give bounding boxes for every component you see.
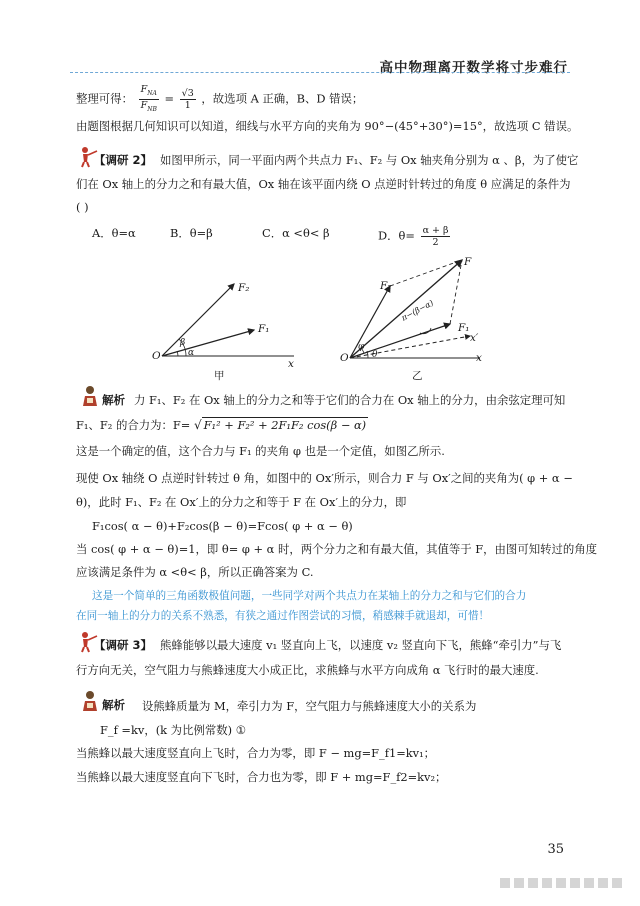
fig-b-xp-label: x′ (470, 332, 479, 344)
teacher-note-line-2: 在同一轴上的分力的关系不熟悉，有狭之通过作图尝试的习惯，稍感棘手就退却，可惜！ (76, 610, 490, 622)
q2-line-2: 们在 Ox 轴上的分力之和有最大值，Ox 轴在该平面内绕 O 点逆时针转过的角度 θ 应满足的条件为 (76, 177, 571, 191)
research-2-tag: 【调研 2】 (94, 153, 153, 167)
fig-a-caption: 甲 (214, 370, 225, 382)
header-divider (70, 72, 570, 73)
option-d-fraction (421, 225, 451, 248)
analysis-figure-icon (78, 384, 102, 408)
force-f2-arrow (350, 286, 390, 358)
sol2-line-4: 现使 Ox 轴绕 O 点逆时针转过 θ 角，如图中的 Ox′所示，则合力 F 与 Ox′之间的夹角为( φ + α − (76, 471, 573, 485)
q2-line-1: 如图甲所示，同一平面内两个共点力 F₁、F₂ 与 Ox 轴夹角分别为 α 、β，为了使它 (160, 153, 579, 167)
option-b: B．θ=β (170, 226, 213, 240)
text-line-2: 由题图根据几何知识可以知道，细线与水平方向的夹角为 90°−(45°+30°)=15°，故选项 C 错误。 (76, 119, 579, 133)
sol2-line-5: θ)，此时 F₁、F₂ 在 Ox′上的分力之和等于 F 在 Ox′上的分力，即 (76, 495, 407, 509)
option-a: A．θ=α (92, 226, 136, 240)
analysis-figure-icon-2 (78, 689, 102, 713)
fig-a-f2-label: F₂ (238, 282, 250, 294)
fig-b-f2-label: F₂ (380, 280, 392, 292)
sol2-line-8: 应该满足条件为 α <θ< β，所以正确答案为 C. (76, 565, 314, 579)
fig-a-f1-label: F₁ (258, 323, 270, 335)
parallelogram-edge-1 (390, 260, 462, 286)
fig-a-beta: β (180, 338, 186, 348)
eq-suffix: ，故选项 A 正确，B、D 错误； (201, 91, 364, 106)
fig-b-f-label: F (464, 256, 472, 268)
q3-line-2: 行方向无关，空气阻力与熊蜂速度大小成正比，求熊蜂与水平方向成角 α 飞行时的最大速度. (76, 663, 539, 677)
equation-line-1 (76, 84, 363, 115)
option-d-num: α + β (422, 225, 449, 236)
q3-line-1: 熊蜂能够以最大速度 v₁ 竖直向上飞，以速度 v₂ 竖直向下飞，熊蜂“牵引力”与飞 (160, 638, 562, 652)
option-d-den: 2 (432, 237, 439, 248)
option-c: C．α <θ< β (262, 226, 330, 240)
frac2-den: 1 (184, 99, 191, 111)
force-f1-arrow (350, 324, 450, 358)
fig-b-caption: 乙 (412, 370, 423, 382)
figure-a-diagram (148, 270, 308, 380)
fig-a-x-label: x (288, 358, 294, 370)
fig-b-origin: O (340, 352, 349, 364)
option-d-prefix: D．θ= (378, 228, 415, 243)
sol3-line-4: 当熊蜂以最大速度竖直向下飞时，合力也为零，即 F + mg=F_f2=kv₂； (76, 770, 447, 784)
force-f2-arrow (162, 284, 234, 356)
sqrt-radicand: F₁² + F₂² + 2F₁F₂ cos(β − α) (203, 418, 367, 432)
fig-b-phi: φ (358, 342, 365, 352)
sol2-line-2 (76, 417, 368, 433)
eq-prefix: 整理可得： (76, 91, 133, 106)
analysis-2-tag: 解析 (102, 393, 125, 407)
sol3-line-3: 当熊蜂以最大速度竖直向上飞时，合力为零，即 F − mg=F_f1=kv₁； (76, 746, 436, 760)
ratio-fraction (139, 84, 159, 115)
value-fraction (180, 88, 196, 111)
fig-a-alpha: α (188, 348, 195, 358)
option-d (378, 225, 452, 248)
resultant-formula-prefix: F₁、F₂ 的合力为：F= (76, 418, 191, 432)
frac-den: F (140, 99, 148, 111)
fig-b-theta: θ (372, 350, 378, 360)
page-header-title: 高中物理离开数学将寸步难行 (379, 60, 568, 76)
q2-line-3: ( ) (76, 200, 89, 214)
sol3-line-2: F_f =kv，(k 为比例常数) ① (100, 723, 246, 737)
sol2-equation: F₁cos( α − θ)+F₂cos(β − θ)=Fcos( φ + α − θ) (92, 519, 353, 533)
frac-den-sub: NB (147, 105, 157, 113)
frac2-num: √3 (181, 87, 194, 99)
watermark-pattern (500, 876, 622, 890)
sqrt-symbol: √ (193, 418, 202, 432)
sol2-line-3: 这是一个确定的值，这个合力与 F₁ 的夹角 φ 也是一个定值，如图乙所示. (76, 444, 445, 458)
teacher-note-line-1: 这是一个简单的三角函数极值问题，一些同学对两个共点力在某轴上的分力之和与它们的合力 (92, 590, 527, 602)
page-number: 35 (547, 842, 564, 857)
fig-b-x-label: x (476, 352, 482, 364)
fig-a-origin: O (152, 350, 161, 362)
sol3-line-1: 设熊蜂质量为 M，牵引力为 F，空气阻力与熊蜂速度大小的关系为 (142, 699, 477, 713)
fig-b-angle-label: π−(β−α) (399, 298, 436, 323)
fig-b-f1-label: F₁ (458, 322, 470, 334)
research-3-tag: 【调研 3】 (94, 638, 153, 652)
analysis-3-tag: 解析 (102, 698, 125, 712)
sol2-line-1: 力 F₁、F₂ 在 Ox 轴上的分力之和等于它们的合力在 Ox 轴上的分力，由余弦定理可知 (134, 393, 566, 407)
resultant-f-arrow (350, 260, 462, 358)
eq-sign: = (164, 91, 175, 106)
sol2-line-7: 当 cos( φ + α − θ)=1，即 θ= φ + α 时，两个分力之和有最大值，其值等于 F，由图可知转过的角度 (76, 542, 598, 556)
frac-num: F (140, 84, 148, 95)
frac-num-sub: NA (147, 89, 157, 97)
